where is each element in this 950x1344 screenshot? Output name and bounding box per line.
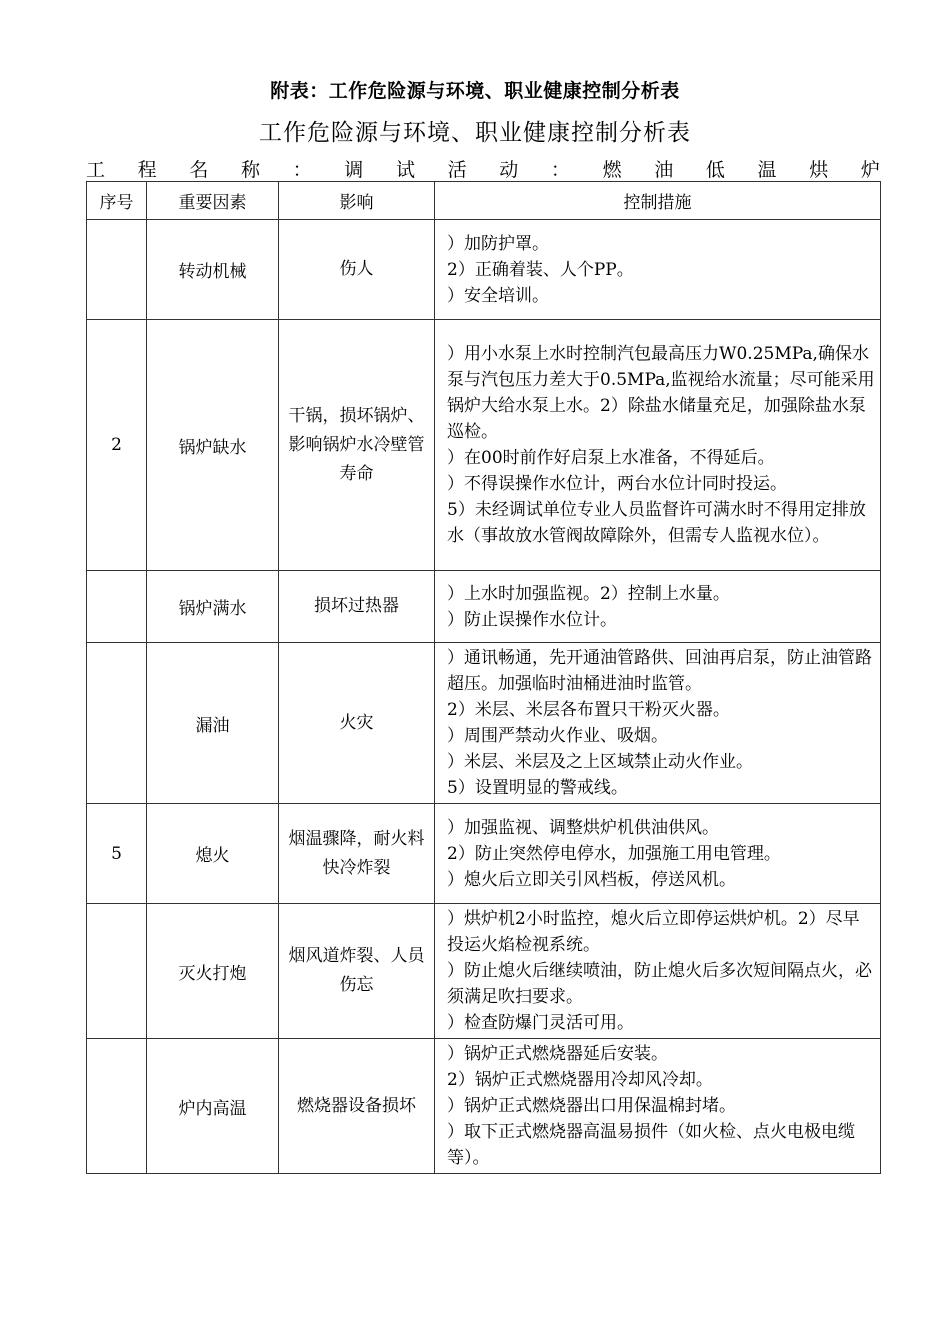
- measure-item: ）防止误操作水位计。: [447, 609, 617, 630]
- measure-item: ）上水时加强监视。2）控制上水量。: [447, 583, 730, 604]
- measure-item: ）取下正式燃烧器高温易损件（如火检、点火电极电缆等）。: [447, 1122, 855, 1168]
- measure-item: ）防止熄火后继续喷油，防止熄火后多次短间隔点火，必须满足吹扫要求。: [447, 961, 872, 1007]
- cell-measures: [435, 904, 881, 1039]
- table-row: [87, 804, 881, 904]
- table-row: [87, 904, 881, 1039]
- measure-item: ）锅炉正式燃烧器出口用保温棉封堵。: [447, 1096, 736, 1116]
- cell-impact: 火灾: [279, 643, 435, 804]
- cell-factor: 锅炉缺水: [147, 320, 279, 571]
- measure-item: 2）正确着装、人个PP。: [447, 259, 634, 280]
- cell-no: [87, 571, 147, 643]
- measure-item: 2）防止突然停电停水，加强施工用电管理。: [447, 843, 781, 864]
- cell-no: [87, 904, 147, 1039]
- cell-factor: 漏油: [147, 643, 279, 804]
- project-name-line: [86, 155, 880, 181]
- measure-item: ）锅炉正式燃烧器延后安装。: [447, 1044, 668, 1064]
- measure-item: 5）未经调试单位专业人员监督许可满水时不得用定排放水（事故放水管阀故障除外，但需专人监视水位）。: [447, 500, 866, 546]
- project-line-char: 称: [240, 159, 260, 181]
- table-header-row: [87, 182, 881, 220]
- project-line-char: 烘: [809, 159, 829, 181]
- table-row: [87, 1039, 881, 1174]
- cell-no: 5: [87, 804, 147, 904]
- cell-impact: 伤人: [279, 220, 435, 320]
- cell-measures: [435, 1039, 881, 1174]
- measure-item: ）熄火后立即关引风档板，停送风机。: [447, 869, 736, 890]
- project-line-char: 炉: [860, 159, 880, 181]
- cell-impact: 烟温骤降，耐火料快冷炸裂: [279, 804, 435, 904]
- column-header-measures: 控制措施: [435, 182, 881, 220]
- measure-item: ）不得误操作水位计，两台水位计同时投运。: [447, 474, 787, 494]
- cell-measures: [435, 320, 881, 571]
- cell-measures: [435, 643, 881, 804]
- table-row: [87, 571, 881, 643]
- cell-no: [87, 1039, 147, 1174]
- project-line-char: 活: [447, 159, 467, 181]
- project-line-char: 试: [395, 159, 415, 181]
- project-line-char: ：: [550, 159, 570, 181]
- cell-measures: [435, 804, 881, 904]
- measure-item: ）安全培训。: [447, 285, 549, 306]
- cell-impact: 燃烧器设备损坏: [279, 1039, 435, 1174]
- cell-measures: [435, 220, 881, 320]
- hazard-control-table: [86, 181, 881, 1174]
- cell-no: [87, 643, 147, 804]
- cell-factor: 锅炉满水: [147, 571, 279, 643]
- column-header-impact: 影响: [279, 182, 435, 220]
- measure-item: ）周围严禁动火作业、吸烟。: [447, 726, 668, 746]
- cell-factor: 转动机械: [147, 220, 279, 320]
- measure-item: 5）设置明显的警戒线。: [447, 778, 628, 798]
- cell-factor: 灭火打炮: [147, 904, 279, 1039]
- project-line-char: ：: [292, 159, 312, 181]
- measure-item: ）加强监视、调整烘炉机供油供风。: [447, 817, 719, 838]
- measure-item: ）通讯畅通，先开通油管路供、回油再启泵，防止油管路超压。加强临时油桶进油时监管。: [447, 648, 872, 694]
- column-header-factor: 重要因素: [147, 182, 279, 220]
- measure-item: ）加防护罩。: [447, 233, 549, 254]
- project-line-char: 名: [189, 159, 209, 181]
- measure-item: 2）锅炉正式燃烧器用冷却风冷却。: [447, 1070, 713, 1090]
- cell-impact: 烟风道炸裂、人员伤忘: [279, 904, 435, 1039]
- project-line-char: 调: [344, 159, 364, 181]
- project-line-char: 温: [757, 159, 777, 181]
- appendix-title: 附表：工作危险源与环境、职业健康控制分析表: [270, 80, 680, 102]
- project-line-char: 油: [654, 159, 674, 181]
- cell-factor: 熄火: [147, 804, 279, 904]
- project-line-char: 动: [499, 159, 519, 181]
- table-row: [87, 643, 881, 804]
- table-row: [87, 220, 881, 320]
- cell-no: 2: [87, 320, 147, 571]
- main-title: 工作危险源与环境、职业健康控制分析表: [259, 120, 691, 146]
- project-line-char: 程: [137, 159, 157, 181]
- project-line-char: 工: [86, 159, 106, 181]
- column-header-no: 序号: [87, 182, 147, 220]
- cell-factor: 炉内高温: [147, 1039, 279, 1174]
- measure-item: ）检查防爆门灵活可用。: [447, 1013, 634, 1033]
- measure-item: ）米层、米层及之上区域禁止动火作业。: [447, 752, 753, 772]
- measure-item: 2）米层、米层各布置只干粉灭火器。: [447, 700, 730, 720]
- measure-item: ）在00时前作好启泵上水准备，不得延后。: [447, 448, 775, 468]
- project-line-char: 燃: [602, 159, 622, 181]
- measure-item: ）用小水泵上水时控制汽包最高压力W0.25MPa,确保水泵与汽包压力差大于0.5MPa,监视给水流量；尽可能采用锅炉大给水泵上水。2）除盐水储量充足，加强除盐水泵巡检。: [447, 344, 875, 442]
- cell-measures: [435, 571, 881, 643]
- cell-impact: 损坏过热器: [279, 571, 435, 643]
- cell-no: [87, 220, 147, 320]
- table-row: [87, 320, 881, 571]
- project-line-char: 低: [705, 159, 725, 181]
- cell-impact: 干锅，损坏锅炉、影响锅炉水冷壁管寿命: [279, 320, 435, 571]
- measure-item: ）烘炉机2小时监控，熄火后立即停运烘炉机。2）尽早投运火焰检视系统。: [447, 909, 860, 955]
